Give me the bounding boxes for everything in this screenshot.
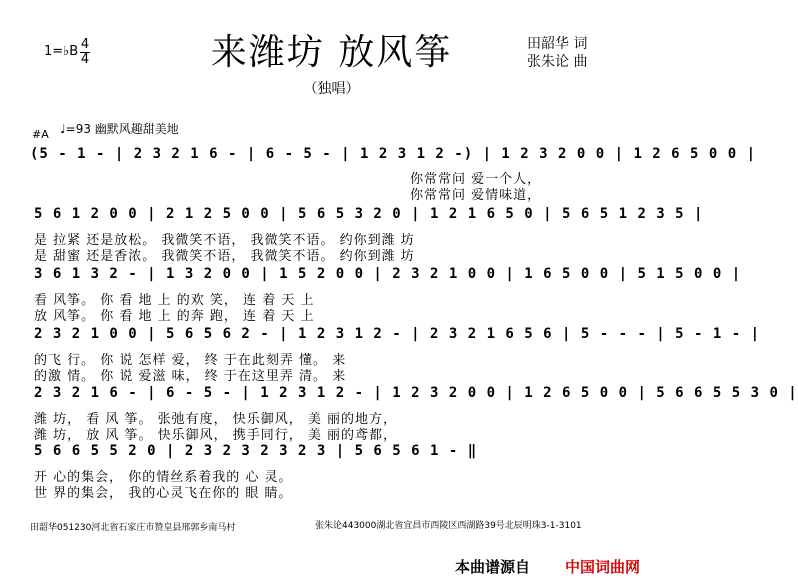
lyric-line-5a: 潍 坊， 看 风 筝。 张弛有度， 快乐御风， 美 丽的地方， [34, 412, 398, 427]
meter-bottom: 4 [80, 52, 90, 67]
lyric-line-1a: 你常常问 爱一个人， [410, 172, 542, 187]
notation-line-3: 3 6 1 3 2 - | 1 3 2 0 0 | 1 5 2 0 0 | 2 3 2 1 0 0 | 1 6 5 0 0 | 5 1 5 0 0 | [34, 266, 742, 282]
performance-type: （独唱） [303, 81, 360, 97]
lyric-line-6a: 开 心的集会， 你的情丝系着我的 心 灵。 [34, 470, 293, 485]
lyric-line-1b: 你常常问 爱情味道， [410, 188, 542, 203]
key-signature: 1=♭B [44, 44, 79, 59]
source-label: 本曲谱源自 [455, 558, 531, 576]
notation-line-5: 2 3 2 1 6 - | 6 - 5 - | 1 2 3 1 2 - | 1 2 3 2 0 0 | 1 2 6 5 0 0 | 5 6 6 5 5 3 0 | [34, 385, 798, 401]
composer-credit: 张朱论 曲 [527, 54, 588, 70]
lyricist-credit: 田韶华 词 [527, 36, 588, 52]
site-brand: 中国词曲网 [565, 558, 641, 576]
lyric-line-4b: 的激 情。 你 说 爱滋 味， 终 于在这里弄 清。 来 [34, 369, 347, 384]
lyric-line-3a: 看 风筝。 你 看 地 上 的欢 笑， 连 着 天 上 [34, 293, 315, 308]
notation-line-6: 5 6 6 5 5 2 0 | 2 3 2 3 2 3 2 3 | 5 6 5 6 1 - ‖ [34, 443, 478, 459]
meter-top: 4 [80, 37, 90, 52]
time-signature [80, 38, 90, 67]
lyric-line-6b: 世 界的集会， 我的心灵飞在你的 眼 睛。 [34, 486, 293, 501]
lyric-line-2a: 是 拉紧 还是放松。 我微笑不语， 我微笑不语。 约你到潍 坊 [34, 233, 415, 248]
song-title: 来潍坊 放风筝 [210, 32, 453, 73]
lyric-line-2b: 是 甜蜜 还是香浓。 我微笑不语， 我微笑不语。 约你到潍 坊 [34, 249, 415, 264]
notation-line-1: (5 - 1 - | 2 3 2 1 6 - | 6 - 5 - | 1 2 3 1 2 -) | 1 2 3 2 0 0 | 1 2 6 5 0 0 | [30, 146, 757, 162]
notation-line-4: 2 3 2 1 0 0 | 5 6 5 6 2 - | 1 2 3 1 2 - | 2 3 2 1 6 5 6 | 5 - - - | 5 - 1 - | [34, 326, 761, 342]
rehearsal-sign: #A [32, 128, 49, 141]
lyricist-address: 田韶华051230河北省石家庄市赞皇县邢郭乡南马村 [30, 523, 236, 533]
lyric-line-5b: 潍 坊， 放 风 筝。 快乐御风， 携手同行， 美 丽的鸢都， [34, 428, 398, 443]
notation-line-2: 5 6 1 2 0 0 | 2 1 2 5 0 0 | 5 6 5 3 2 0 | 1 2 1 6 5 0 | 5 6 5 1 2 3 5 | [34, 206, 704, 222]
composer-address: 张朱论443000湖北省宜昌市西陵区西湖路39号北辰明珠3-1-3101 [315, 521, 582, 531]
lyric-line-3b: 放 风筝。 你 看 地 上 的奔 跑， 连 着 天 上 [34, 309, 315, 324]
tempo-marking: ♩=93 幽默风趣甜美地 [60, 122, 179, 136]
lyric-line-4a: 的飞 行。 你 说 怎样 爱， 终 于在此刻弄 懂。 来 [34, 353, 347, 368]
